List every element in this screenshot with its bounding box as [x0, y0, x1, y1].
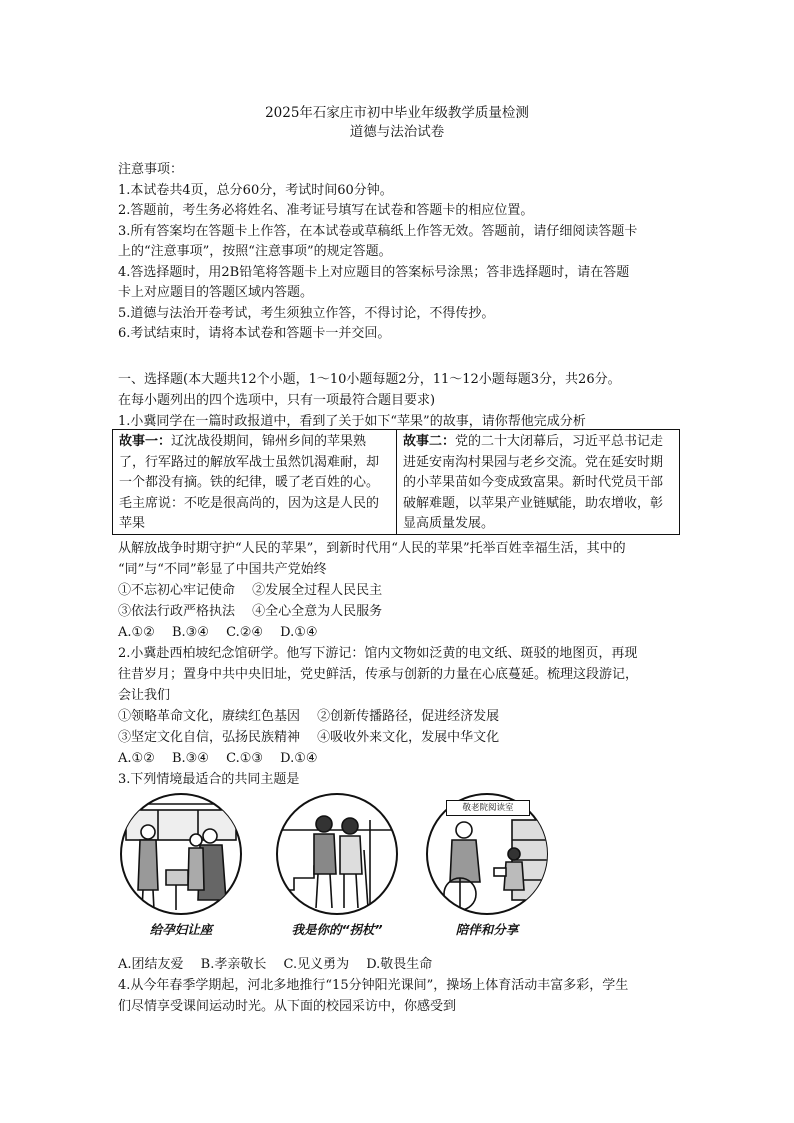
question-1-stem: 1.小冀同学在一篇时政报道中，看到了关于如下“苹果”的故事，请你帮他完成分析 [118, 414, 586, 429]
question-2-options-b: ③坚定文化自信，弘扬民族精神 ④吸收外来文化，发展中华文化 [118, 730, 500, 745]
question-3-stem: 3.下列情境最适合的共同主题是 [118, 772, 300, 787]
illustration-crutch-helper [274, 790, 400, 946]
question-1-options-a: ①不忘初心牢记使命 ②发展全过程人民民主 [118, 583, 383, 598]
note-item: 卡上对应题目的答题区域内答题。 [118, 285, 314, 300]
story-two-text: 党的二十大闭幕后，习近平总书记走进延安南沟村果园与老乡交流。党在延安时期的小苹果苗如今变成致富果。新时代党员干部破解难题，以苹果产业链赋能，助农增收，彰显高质量发展。 [403, 434, 664, 532]
story-two-label: 故事二： [403, 434, 456, 449]
note-item: 上的“注意事项”，按照“注意事项”的规定答题。 [118, 244, 392, 259]
question-4-stem-cont: 们尽情享受课间运动时光。从下面的校园采访中，你感受到 [118, 999, 457, 1014]
question-2-stem: 2.小冀赴西柏坡纪念馆研学。他写下游记：馆内文物如泛黄的电文纸、斑驳的地图页，再现 [118, 646, 638, 661]
caption-accompany: 陪伴和分享 [455, 922, 519, 937]
reading-room-sign: 敬老院阅读室 [446, 800, 530, 816]
question-2-stem-cont: 往昔岁月；置身中共中央旧址，党史鲜活，传承与创新的力量在心底蔓延。梳理这段游记， [118, 667, 639, 682]
story-one-cell [113, 430, 396, 534]
question-1-choices: A.①② B.③④ C.②④ D.①④ [118, 625, 318, 640]
question-2-choices: A.①② B.③④ C.①③ D.①④ [118, 751, 318, 766]
question-1-text: 从解放战争时期守护“人民的苹果”，到新时代用“人民的苹果”托举百姓幸福生活，其中的 [118, 541, 626, 556]
note-item: 3.所有答案均在答题卡上作答，在本试卷或草稿纸上作答无效。答题前，请仔细阅读答题卡 [118, 223, 638, 239]
exam-title: 2025年石家庄市初中毕业年级教学质量检测 [265, 105, 529, 121]
story-two-cell [396, 430, 679, 534]
question-2-options-a: ①领略革命文化，赓续红色基因 ②创新传播路径，促进经济发展 [118, 709, 500, 724]
section-heading: 一、选择题(本大题共12个小题，1～10小题每题2分，11～12小题每题3分，共26分。 [118, 372, 621, 387]
question-3-illustrations [118, 790, 558, 946]
caption-give-seat: 给孕妇让座 [149, 922, 213, 937]
story-one-text: 辽沈战役期间，锦州乡间的苹果熟了，行军路过的解放军战士虽然饥渴难耐，却一个都没有摘。铁的纪律，暖了老百姓的心。毛主席说：不吃是很高尚的，因为这是人民的苹果 [119, 434, 380, 532]
question-3-choices: A.团结友爱 B.孝亲敬长 C.见义勇为 D.敬畏生命 [118, 957, 433, 972]
question-1-text-cont: “同”与“不同”彰显了中国共产党始终 [118, 562, 327, 577]
illustration-bus-seat [118, 790, 244, 946]
note-item: 4.答选择题时，用2B铅笔将答题卡上对应题目的答案标号涂黑；答非选择题时，请在答题 [118, 264, 630, 280]
stories-table [112, 429, 680, 535]
question-1-options-b: ③依法行政严格执法 ④全心全意为人民服务 [118, 604, 383, 619]
section-heading-cont: 在每小题列出的四个选项中，只有一项最符合题目要求) [118, 393, 436, 408]
note-item: 1.本试卷共4页，总分60分，考试时间60分钟。 [118, 182, 393, 198]
question-4-stem: 4.从今年春季学期起，河北多地推行“15分钟阳光课间”，操场上体育活动丰富多彩，学生 [118, 978, 629, 993]
caption-crutch: 我是你的“拐杖” [291, 922, 383, 937]
exam-subject-title: 道德与法治试卷 [349, 124, 445, 140]
notes-heading: 注意事项： [118, 162, 184, 177]
note-item: 6.考试结束时，请将本试卷和答题卡一并交回。 [118, 326, 391, 341]
exam-notes [118, 160, 688, 345]
note-item: 2.答题前，考生务必将姓名、准考证号填写在试卷和答题卡的相应位置。 [118, 203, 534, 218]
story-one-label: 故事一： [119, 434, 172, 449]
crutch-helper-drawing [274, 790, 400, 920]
question-2-stem-end: 会让我们 [118, 688, 171, 703]
bus-seat-drawing [118, 790, 244, 920]
note-item: 5.道德与法治开卷考试，考生须独立作答，不得讨论，不得传抄。 [118, 305, 495, 321]
